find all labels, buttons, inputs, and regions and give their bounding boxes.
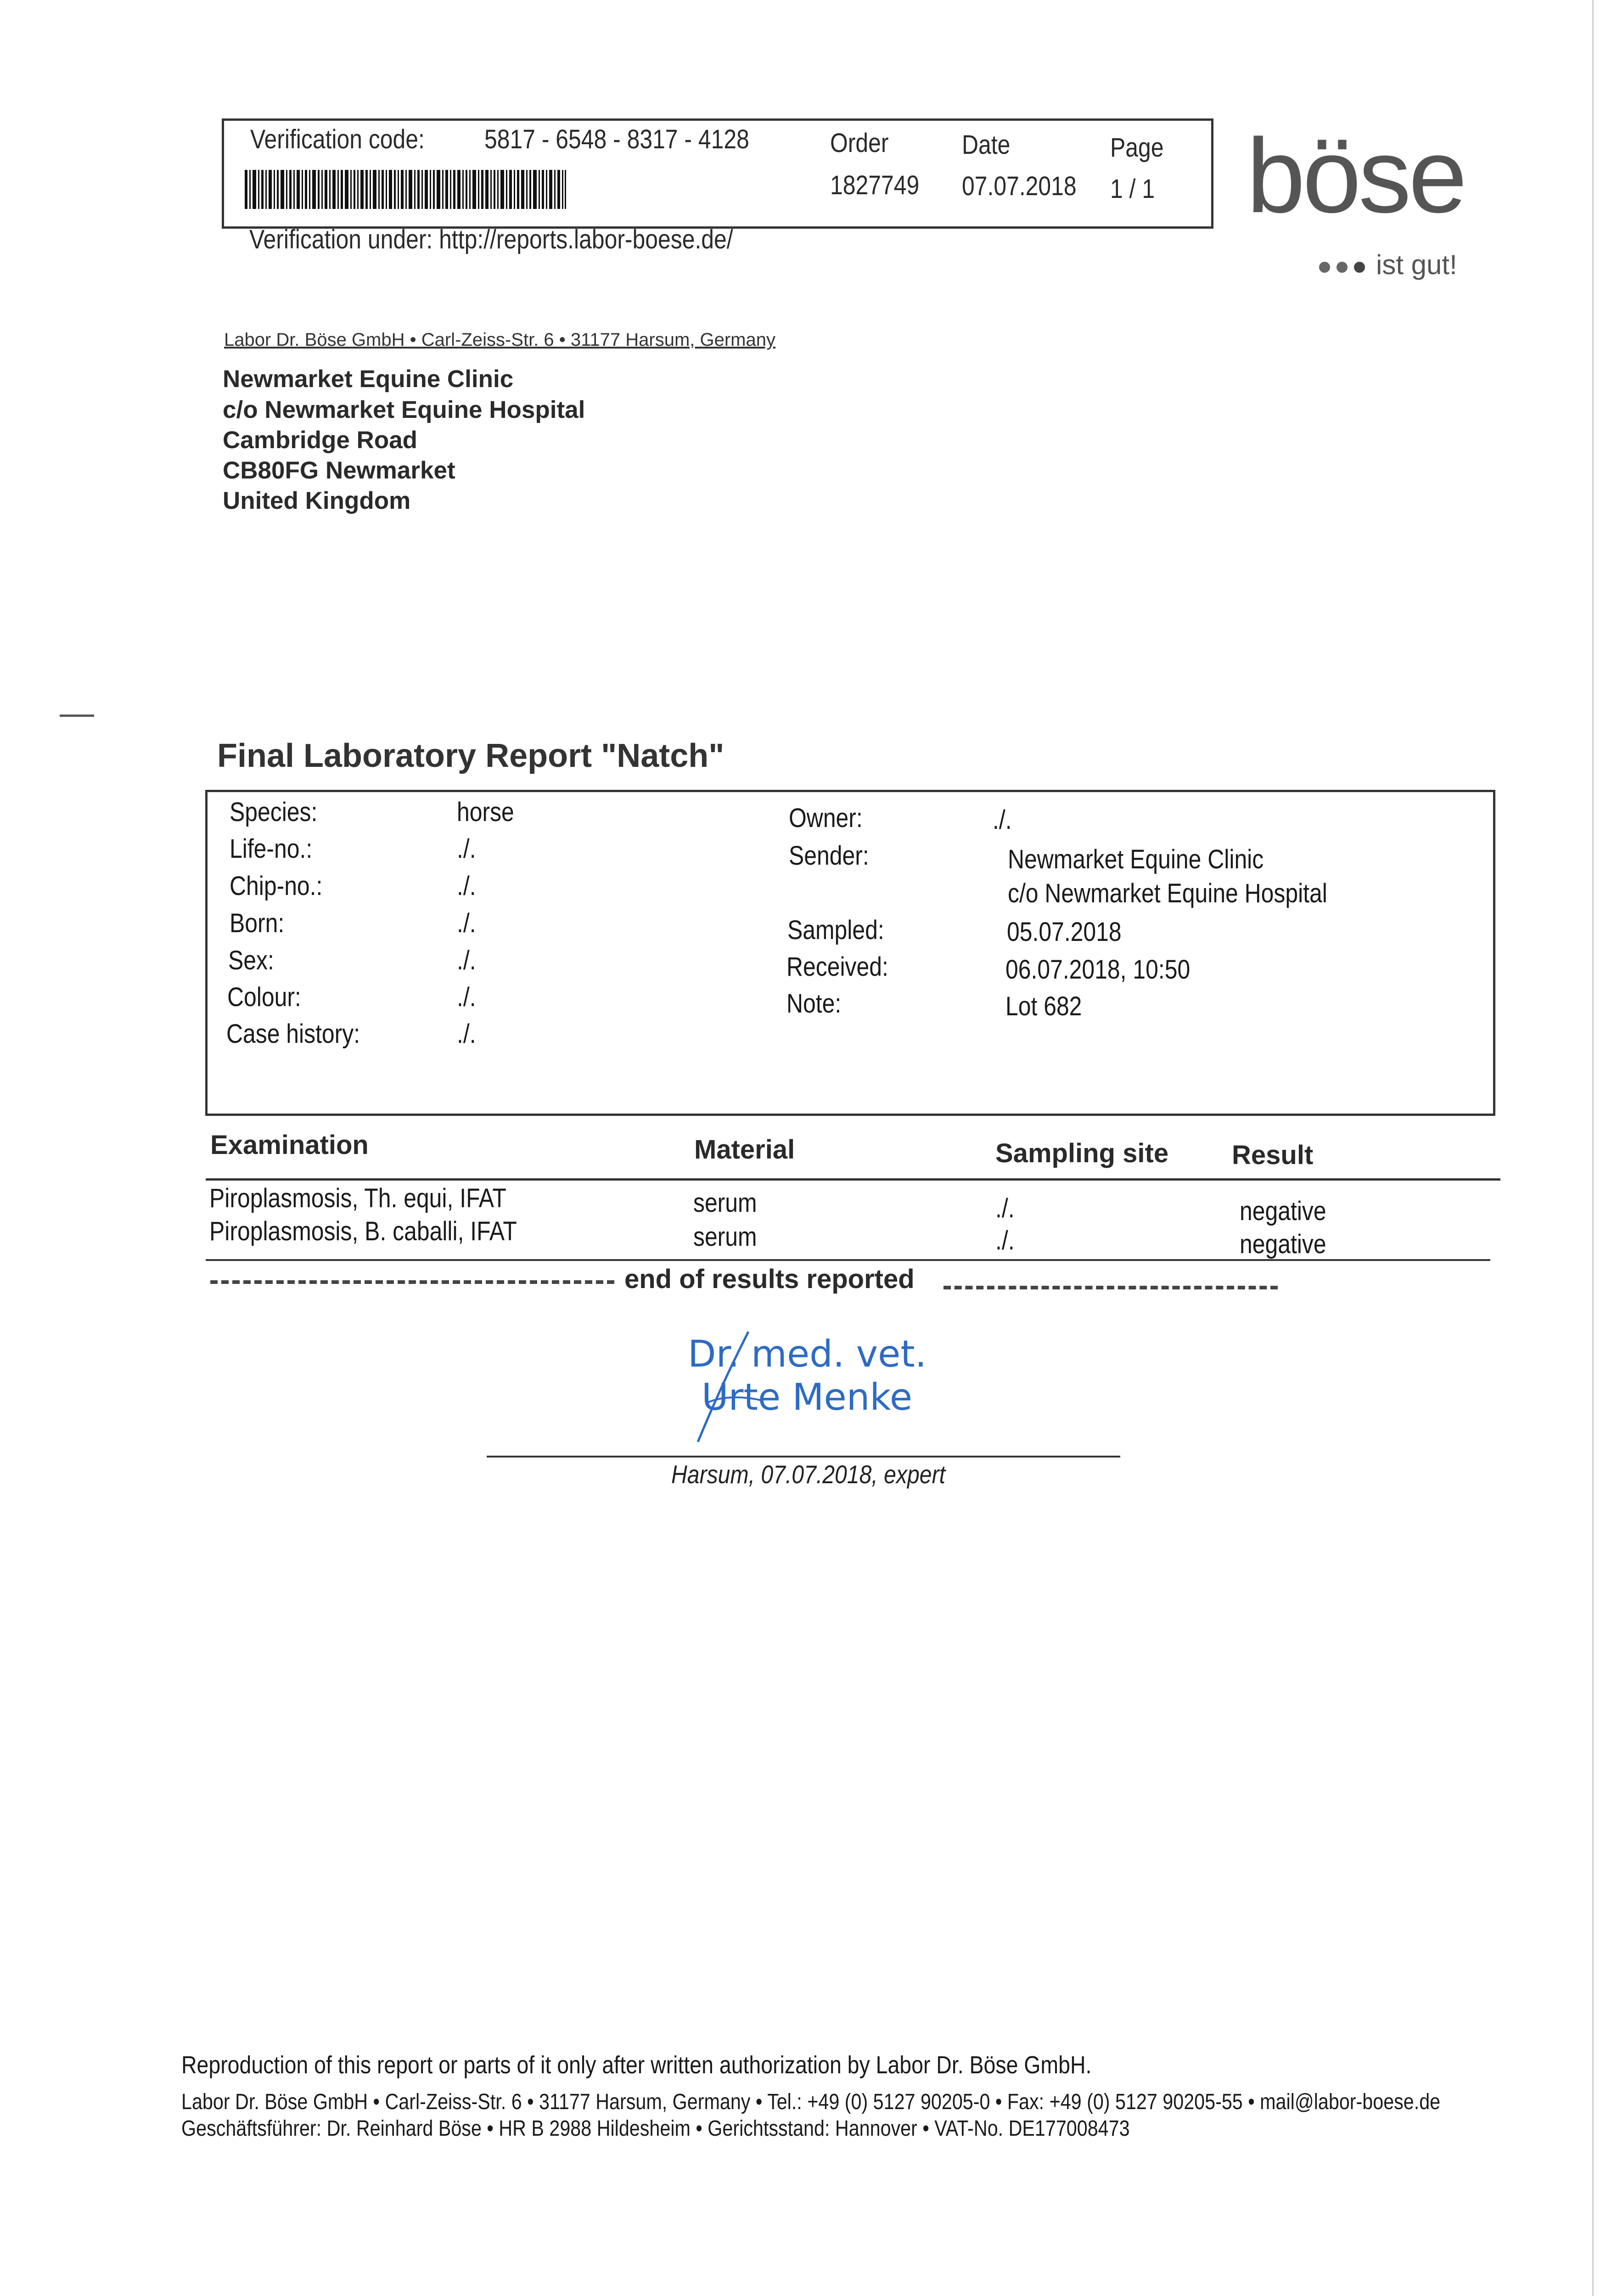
table-cell-material: serum	[693, 1222, 757, 1252]
info-label: Life-no.:	[230, 834, 313, 864]
date-value: 07.07.2018	[962, 171, 1077, 201]
signature-name: Urte Menke	[702, 1376, 913, 1418]
info-label: Sex:	[228, 945, 274, 975]
page-label: Page	[1110, 133, 1164, 163]
sender-value: Newmarket Equine Clinic	[1008, 844, 1264, 874]
bose-logo	[1247, 115, 1504, 289]
info-label: Born:	[230, 908, 285, 938]
info-label: Colour:	[227, 982, 301, 1012]
info-label: Chip-no.:	[230, 871, 323, 901]
info-value: ./.	[457, 1019, 476, 1049]
owner-label: Owner:	[789, 803, 863, 833]
end-dash-left	[210, 1280, 614, 1284]
order-value: 1827749	[830, 170, 920, 200]
logo-slogan: ist gut!	[1376, 249, 1457, 280]
verification-url: Verification under: http://reports.labor-boese.de/	[249, 225, 733, 254]
info-value: ./.	[457, 945, 476, 975]
end-of-results: end of results reported	[624, 1264, 915, 1294]
owner-value: ./.	[993, 805, 1012, 835]
info-value: ./.	[457, 834, 476, 864]
address-line: United Kingdom	[223, 487, 411, 514]
sampled-label: Sampled:	[787, 915, 884, 945]
table-cell-sampling-site: ./.	[995, 1193, 1015, 1223]
address-line: Cambridge Road	[223, 427, 418, 454]
info-value: ./.	[457, 871, 476, 901]
date-label: Date	[962, 130, 1011, 160]
report-title: Final Laboratory Report "Natch"	[217, 737, 724, 774]
received-value: 06.07.2018, 10:50	[1005, 955, 1191, 985]
info-value: ./.	[457, 982, 476, 1012]
signature-caption: Harsum, 07.07.2018, expert	[671, 1460, 946, 1489]
end-dash-right	[943, 1286, 1278, 1289]
logo-dot	[1319, 262, 1330, 273]
info-label: Species:	[230, 797, 318, 827]
received-label: Received:	[786, 952, 888, 982]
col-header-material: Material	[694, 1135, 795, 1165]
col-header-result: Result	[1232, 1140, 1314, 1170]
footer-contact: Labor Dr. Böse GmbH • Carl-Zeiss-Str. 6 • 31177 Harsum, Germany • Tel.: +49 (0) 5127 90205-0 • Fax: +49 (0) 5127 90205-55 • mail@labor-boese.de	[181, 2090, 1441, 2114]
note-value: Lot 682	[1005, 991, 1082, 1021]
info-label: Case history:	[226, 1019, 360, 1049]
col-header-sampling-site: Sampling site	[995, 1138, 1169, 1168]
table-cell-material: serum	[693, 1188, 757, 1218]
verification-label: Verification code:	[250, 124, 425, 154]
scan-edge	[1592, 0, 1594, 2296]
table-header-rule	[206, 1178, 1500, 1181]
table-cell-examination: Piroplasmosis, B. caballi, IFAT	[209, 1216, 517, 1246]
sampled-value: 05.07.2018	[1007, 917, 1122, 947]
note-label: Note:	[786, 989, 842, 1019]
fold-mark	[60, 715, 94, 717]
signature-stroke	[680, 1327, 808, 1446]
signature-title: Dr. med. vet.	[688, 1333, 927, 1375]
sender-value: c/o Newmarket Equine Hospital	[1008, 878, 1327, 908]
logo-dot	[1354, 262, 1365, 273]
col-header-examination: Examination	[210, 1130, 369, 1160]
order-label: Order	[830, 128, 889, 158]
table-cell-sampling-site: ./.	[995, 1226, 1015, 1255]
sender-label: Sender:	[789, 841, 869, 871]
page-value: 1 / 1	[1110, 174, 1155, 204]
footer-reproduction-note: Reproduction of this report or parts of it only after written authorization by Labor Dr. Böse GmbH.	[181, 2051, 1092, 2079]
info-value: horse	[457, 797, 514, 827]
address-line: c/o Newmarket Equine Hospital	[223, 396, 585, 423]
address-line: CB80FG Newmarket	[223, 457, 455, 484]
sender-return-line: Labor Dr. Böse GmbH • Carl-Zeiss-Str. 6 • 31177 Harsum, Germany	[224, 330, 775, 350]
table-bottom-rule	[206, 1259, 1490, 1261]
table-cell-result: negative	[1240, 1229, 1326, 1259]
address-line: Newmarket Equine Clinic	[223, 366, 514, 393]
footer-registration: Geschäftsführer: Dr. Reinhard Böse • HR B 2988 Hildesheim • Gerichtsstand: Hannover • VAT-No. DE177008473	[181, 2116, 1130, 2141]
table-cell-result: negative	[1240, 1196, 1326, 1226]
logo-word: böse	[1247, 117, 1465, 235]
info-value: ./.	[457, 908, 476, 938]
signature-line	[487, 1456, 1120, 1458]
verification-code: 5817 - 6548 - 8317 - 4128	[484, 124, 749, 154]
barcode-image	[245, 170, 566, 209]
logo-dot	[1337, 262, 1348, 273]
table-cell-examination: Piroplasmosis, Th. equi, IFAT	[209, 1183, 506, 1213]
